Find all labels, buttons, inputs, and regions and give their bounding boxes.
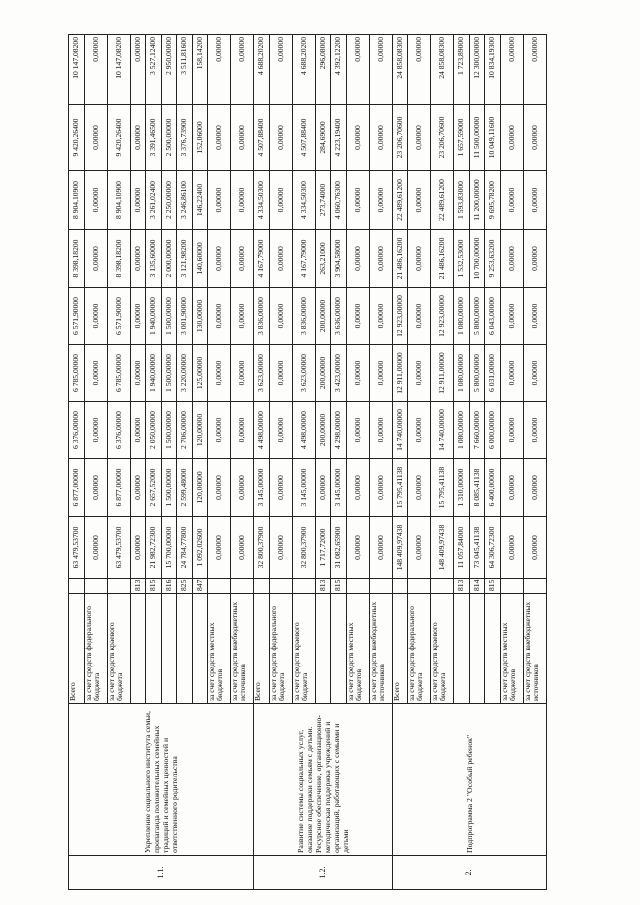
amount-cell: 0,00000 <box>500 517 523 579</box>
amount-cell: 0,00000 <box>523 105 546 171</box>
funding-source <box>177 594 193 704</box>
amount-cell: 12 300,00000 <box>469 35 485 105</box>
amount-cell: 1 717,72000 <box>315 517 331 579</box>
amount-cell: 0,00000 <box>231 230 254 288</box>
amount-cell: 0,00000 <box>231 105 254 171</box>
amount-cell: 15 795,41138 <box>392 459 408 517</box>
amount-cell: 6 000,00000 <box>485 402 501 459</box>
funding-source <box>146 594 162 704</box>
amount-cell: 0,00000 <box>84 459 107 517</box>
budget-code <box>369 579 392 594</box>
amount-cell: 4 223,19400 <box>331 105 347 171</box>
amount-cell: 2 050,00000 <box>146 402 162 459</box>
section-title: Подпрограмма 2 "Особый ребенок" <box>392 704 546 856</box>
budget-code <box>107 579 130 594</box>
amount-cell: 7 660,00000 <box>469 402 485 459</box>
amount-cell: 3 121,98200 <box>177 230 193 288</box>
amount-cell: 6 031,00000 <box>485 345 501 402</box>
amount-cell: 0,00000 <box>269 171 292 230</box>
amount-cell: 0,00000 <box>208 35 231 105</box>
amount-cell: 0,00000 <box>231 517 254 579</box>
amount-cell: 9 695,78200 <box>485 171 501 230</box>
amount-cell: 146,22400 <box>192 171 208 230</box>
amount-cell: 0,00000 <box>346 35 369 105</box>
amount-cell: 3 145,00000 <box>292 459 315 517</box>
funding-source <box>485 594 501 704</box>
amount-cell: 0,00000 <box>369 35 392 105</box>
amount-cell: 0,00000 <box>523 345 546 402</box>
amount-cell: 148 409,97438 <box>431 517 454 579</box>
amount-cell: 21 982,72300 <box>146 517 162 579</box>
amount-cell: 32 800,37900 <box>254 517 270 579</box>
amount-cell: 0,00000 <box>523 230 546 288</box>
amount-cell: 2 706,00000 <box>177 402 193 459</box>
table-row <box>69 35 85 890</box>
amount-cell: 200,00000 <box>315 402 331 459</box>
budget-code: 815 <box>331 579 347 594</box>
section-index: 1.1. <box>69 856 254 890</box>
amount-cell: 0,00000 <box>408 105 431 171</box>
amount-cell: 0,00000 <box>500 105 523 171</box>
amount-cell: 0,00000 <box>500 402 523 459</box>
funding-source: за счет средств краевого бюджета <box>292 594 315 704</box>
amount-cell: 10 147,08200 <box>107 35 130 105</box>
amount-cell: 14 740,00000 <box>392 402 408 459</box>
section-title: Развитие системы социальных услуг, оказание поддержки семьям с детьми. Ресурсное обеспечение, организационно-методическая поддержка учреждений и организаций, работающих с семьями и детьми <box>254 704 393 856</box>
budget-code: 813 <box>315 579 331 594</box>
amount-cell: 263,21000 <box>315 230 331 288</box>
amount-cell: 0,00000 <box>231 459 254 517</box>
amount-cell: 1 723,89000 <box>454 35 470 105</box>
amount-cell: 0,00000 <box>523 35 546 105</box>
funding-source: за счет средств внебюджетных источников <box>231 594 254 704</box>
amount-cell: 4 392,12200 <box>331 35 347 105</box>
amount-cell: 8 398,18200 <box>107 230 130 288</box>
funding-source <box>130 594 146 704</box>
amount-cell: 2 950,00000 <box>161 35 177 105</box>
amount-cell: 64 306,72300 <box>485 517 501 579</box>
amount-cell: 140,60000 <box>192 230 208 288</box>
amount-cell: 0,00000 <box>208 517 231 579</box>
amount-cell: 3 261,02400 <box>146 171 162 230</box>
amount-cell: 1 940,00000 <box>146 345 162 402</box>
amount-cell: 24 858,08300 <box>392 35 408 105</box>
amount-cell: 1 080,00000 <box>454 345 470 402</box>
budget-code <box>231 579 254 594</box>
amount-cell: 6 400,00000 <box>485 459 501 517</box>
amount-cell: 22 489,61200 <box>392 171 408 230</box>
amount-cell: 4 507,88400 <box>254 105 270 171</box>
amount-cell: 0,00000 <box>523 459 546 517</box>
amount-cell: 73 045,41138 <box>469 517 485 579</box>
amount-cell: 23 206,70600 <box>392 105 408 171</box>
budget-code: 815 <box>485 579 501 594</box>
amount-cell: 9 420,26400 <box>69 105 85 171</box>
amount-cell: 3 511,81600 <box>177 35 193 105</box>
amount-cell: 0,00000 <box>84 402 107 459</box>
amount-cell: 6 043,00000 <box>485 288 501 345</box>
amount-cell: 22 489,61200 <box>431 171 454 230</box>
amount-cell: 0,00000 <box>408 288 431 345</box>
amount-cell: 3 527,12400 <box>146 35 162 105</box>
budget-code <box>269 579 292 594</box>
funding-source: за счет средств внебюджетных источников <box>523 594 546 704</box>
amount-cell: 0,00000 <box>523 288 546 345</box>
amount-cell: 4 507,88400 <box>292 105 315 171</box>
funding-source: Всего <box>254 594 270 704</box>
amount-cell: 4 167,79000 <box>292 230 315 288</box>
amount-cell: 6 785,00000 <box>69 345 85 402</box>
amount-cell: 0,00000 <box>208 105 231 171</box>
amount-cell: 0,00000 <box>84 35 107 105</box>
amount-cell: 8 904,10900 <box>107 171 130 230</box>
amount-cell: 148 409,97438 <box>392 517 408 579</box>
amount-cell: 0,00000 <box>208 459 231 517</box>
budget-code: 825 <box>177 579 193 594</box>
amount-cell: 3 623,00000 <box>254 345 270 402</box>
amount-cell: 6 785,00000 <box>107 345 130 402</box>
amount-cell: 31 082,65900 <box>331 517 347 579</box>
funding-source: за счет средств федерального бюджета <box>84 594 107 704</box>
funding-source <box>192 594 208 704</box>
amount-cell: 4 334,50300 <box>292 171 315 230</box>
table-row <box>254 35 270 890</box>
amount-cell: 0,00000 <box>130 288 146 345</box>
amount-cell: 12 923,00000 <box>392 288 408 345</box>
amount-cell: 3 376,73900 <box>177 105 193 171</box>
funding-source: Всего <box>392 594 408 704</box>
amount-cell: 0,00000 <box>408 402 431 459</box>
amount-cell: 1 092,02600 <box>192 517 208 579</box>
amount-cell: 0,00000 <box>408 459 431 517</box>
amount-cell: 1 532,53000 <box>454 230 470 288</box>
amount-cell: 1 657,59000 <box>454 105 470 171</box>
amount-cell: 11 200,00000 <box>469 171 485 230</box>
amount-cell: 10 147,08200 <box>69 35 85 105</box>
amount-cell: 4 334,50300 <box>254 171 270 230</box>
amount-cell: 3 145,00000 <box>254 459 270 517</box>
budget-code: 814 <box>469 579 485 594</box>
budget-code <box>346 579 369 594</box>
amount-cell: 4 167,79000 <box>254 230 270 288</box>
amount-cell: 11 500,00000 <box>469 105 485 171</box>
table-row <box>392 35 408 890</box>
amount-cell: 0,00000 <box>346 230 369 288</box>
amount-cell: 10 700,00000 <box>469 230 485 288</box>
amount-cell: 0,00000 <box>231 35 254 105</box>
table-body <box>69 35 547 890</box>
amount-cell: 12 923,00000 <box>431 288 454 345</box>
amount-cell: 0,00000 <box>500 230 523 288</box>
amount-cell: 0,00000 <box>369 171 392 230</box>
amount-cell: 1 080,00000 <box>454 288 470 345</box>
amount-cell: 0,00000 <box>408 345 431 402</box>
amount-cell: 0,00000 <box>84 345 107 402</box>
amount-cell: 4 498,00000 <box>292 402 315 459</box>
amount-cell: 273,74000 <box>315 171 331 230</box>
amount-cell: 4 298,00000 <box>331 402 347 459</box>
amount-cell: 4 060,76300 <box>331 171 347 230</box>
amount-cell: 12 911,00000 <box>392 345 408 402</box>
amount-cell: 0,00000 <box>130 459 146 517</box>
amount-cell: 32 800,37900 <box>292 517 315 579</box>
funding-source <box>469 594 485 704</box>
amount-cell: 0,00000 <box>130 105 146 171</box>
amount-cell: 0,00000 <box>84 105 107 171</box>
amount-cell: 0,00000 <box>500 288 523 345</box>
budget-code <box>69 579 85 594</box>
funding-source: Всего <box>69 594 85 704</box>
amount-cell: 63 479,53700 <box>107 517 130 579</box>
budget-code <box>392 579 408 594</box>
amount-cell: 0,00000 <box>408 230 431 288</box>
budget-code <box>500 579 523 594</box>
amount-cell: 6 376,00000 <box>69 402 85 459</box>
amount-cell: 24 784,77800 <box>177 517 193 579</box>
amount-cell: 0,00000 <box>84 230 107 288</box>
amount-cell: 10 834,19300 <box>485 35 501 105</box>
amount-cell: 0,00000 <box>208 171 231 230</box>
budget-code <box>84 579 107 594</box>
amount-cell: 11 057,84000 <box>454 517 470 579</box>
amount-cell: 0,00000 <box>346 171 369 230</box>
amount-cell: 0,00000 <box>500 459 523 517</box>
amount-cell: 0,00000 <box>346 105 369 171</box>
amount-cell: 200,00000 <box>315 345 331 402</box>
amount-cell: 158,14200 <box>192 35 208 105</box>
amount-cell: 0,00000 <box>231 402 254 459</box>
amount-cell: 0,00000 <box>408 517 431 579</box>
budget-code <box>292 579 315 594</box>
amount-cell: 10 049,11600 <box>485 105 501 171</box>
amount-cell: 0,00000 <box>231 288 254 345</box>
amount-cell: 0,00000 <box>208 288 231 345</box>
amount-cell: 21 486,16200 <box>431 230 454 288</box>
amount-cell: 1 500,00000 <box>161 288 177 345</box>
amount-cell: 0,00000 <box>369 459 392 517</box>
amount-cell: 0,00000 <box>231 345 254 402</box>
funding-source <box>454 594 470 704</box>
amount-cell: 1 940,00000 <box>146 288 162 345</box>
amount-cell: 6 571,90000 <box>69 288 85 345</box>
section-index: 1.2. <box>254 856 393 890</box>
amount-cell: 2 657,52000 <box>146 459 162 517</box>
amount-cell: 1 500,00000 <box>161 459 177 517</box>
amount-cell: 0,00000 <box>346 288 369 345</box>
amount-cell: 0,00000 <box>231 171 254 230</box>
amount-cell: 0,00000 <box>346 345 369 402</box>
section-title: Укрепление социального института семьи, пропаганда положительных семейных традиций и семейных ценностей и ответственного родительства <box>69 704 254 856</box>
amount-cell: 0,00000 <box>130 345 146 402</box>
amount-cell: 130,00000 <box>192 288 208 345</box>
amount-cell: 1 500,00000 <box>161 402 177 459</box>
budget-code: 813 <box>454 579 470 594</box>
amount-cell: 3 423,00000 <box>331 345 347 402</box>
section-index: 2. <box>392 856 546 890</box>
amount-cell: 4 498,00000 <box>254 402 270 459</box>
amount-cell: 0,00000 <box>130 35 146 105</box>
amount-cell: 120,00000 <box>192 402 208 459</box>
amount-cell: 0,00000 <box>84 288 107 345</box>
amount-cell: 0,00000 <box>523 171 546 230</box>
budget-code <box>254 579 270 594</box>
amount-cell: 3 145,00000 <box>331 459 347 517</box>
amount-cell: 3 135,60000 <box>146 230 162 288</box>
amount-cell: 3 636,00000 <box>331 288 347 345</box>
budget-code: 813 <box>130 579 146 594</box>
amount-cell: 0,00000 <box>208 402 231 459</box>
amount-cell: 2 599,48000 <box>177 459 193 517</box>
amount-cell: 0,00000 <box>500 345 523 402</box>
budget-code: 815 <box>146 579 162 594</box>
amount-cell: 5 800,00000 <box>469 345 485 402</box>
funding-source: за счет средств местных бюджетов <box>346 594 369 704</box>
budget-code <box>408 579 431 594</box>
amount-cell: 0,00000 <box>500 35 523 105</box>
amount-cell: 2 000,00000 <box>161 230 177 288</box>
amount-cell: 0,00000 <box>408 35 431 105</box>
amount-cell: 120,00000 <box>192 459 208 517</box>
amount-cell: 8 904,10900 <box>69 171 85 230</box>
budget-code <box>523 579 546 594</box>
amount-cell: 0,00000 <box>269 402 292 459</box>
amount-cell: 6 571,90000 <box>107 288 130 345</box>
rotated-table-container <box>68 35 540 890</box>
amount-cell: 0,00000 <box>523 402 546 459</box>
amount-cell: 0,00000 <box>269 345 292 402</box>
amount-cell: 3 623,00000 <box>292 345 315 402</box>
funding-source: за счет средств местных бюджетов <box>500 594 523 704</box>
amount-cell: 0,00000 <box>84 517 107 579</box>
amount-cell: 0,00000 <box>130 517 146 579</box>
amount-cell: 1 310,00000 <box>454 459 470 517</box>
amount-cell: 1 080,00000 <box>454 402 470 459</box>
amount-cell: 0,00000 <box>269 288 292 345</box>
amount-cell: 0,00000 <box>208 230 231 288</box>
amount-cell: 3 220,00000 <box>177 345 193 402</box>
amount-cell: 3 391,46500 <box>146 105 162 171</box>
amount-cell: 0,00000 <box>523 517 546 579</box>
amount-cell: 284,69000 <box>315 105 331 171</box>
amount-cell: 0,00000 <box>269 459 292 517</box>
budget-code: 816 <box>161 579 177 594</box>
amount-cell: 1 500,00000 <box>161 345 177 402</box>
funding-source: за счет средств федерального бюджета <box>408 594 431 704</box>
amount-cell: 3 246,86100 <box>177 171 193 230</box>
amount-cell: 5 800,00000 <box>469 288 485 345</box>
amount-cell: 2 500,00000 <box>161 105 177 171</box>
amount-cell: 3 836,00000 <box>292 288 315 345</box>
funding-source: за счет средств местных бюджетов <box>208 594 231 704</box>
amount-cell: 15 795,41138 <box>431 459 454 517</box>
amount-cell: 0,00000 <box>346 459 369 517</box>
amount-cell: 0,00000 <box>269 35 292 105</box>
amount-cell: 3 001,90000 <box>177 288 193 345</box>
funding-source: за счет средств краевого бюджета <box>107 594 130 704</box>
amount-cell: 8 398,18200 <box>69 230 85 288</box>
amount-cell: 0,00000 <box>269 105 292 171</box>
amount-cell: 2 250,00000 <box>161 171 177 230</box>
amount-cell: 0,00000 <box>315 459 331 517</box>
amount-cell: 152,06000 <box>192 105 208 171</box>
amount-cell: 0,00000 <box>84 171 107 230</box>
budget-code <box>431 579 454 594</box>
amount-cell: 23 206,70600 <box>431 105 454 171</box>
amount-cell: 1 593,83000 <box>454 171 470 230</box>
amount-cell: 296,08000 <box>315 35 331 105</box>
amount-cell: 21 486,16200 <box>392 230 408 288</box>
amount-cell: 6 877,00000 <box>107 459 130 517</box>
amount-cell: 0,00000 <box>346 517 369 579</box>
amount-cell: 12 911,00000 <box>431 345 454 402</box>
amount-cell: 3 904,58000 <box>331 230 347 288</box>
budget-code: 847 <box>192 579 208 594</box>
funding-source: за счет средств краевого бюджета <box>431 594 454 704</box>
amount-cell: 0,00000 <box>369 517 392 579</box>
amount-cell: 0,00000 <box>130 402 146 459</box>
amount-cell: 6 376,00000 <box>107 402 130 459</box>
amount-cell: 4 688,20200 <box>254 35 270 105</box>
amount-cell: 0,00000 <box>346 402 369 459</box>
amount-cell: 0,00000 <box>369 105 392 171</box>
amount-cell: 0,00000 <box>408 171 431 230</box>
funding-source <box>315 594 331 704</box>
amount-cell: 8 085,41138 <box>469 459 485 517</box>
budget-table <box>68 34 547 890</box>
budget-code <box>208 579 231 594</box>
amount-cell: 0,00000 <box>269 230 292 288</box>
funding-source: за счет средств внебюджетных источников <box>369 594 392 704</box>
amount-cell: 0,00000 <box>500 171 523 230</box>
amount-cell: 4 688,20200 <box>292 35 315 105</box>
amount-cell: 0,00000 <box>369 230 392 288</box>
amount-cell: 15 700,00000 <box>161 517 177 579</box>
amount-cell: 0,00000 <box>208 345 231 402</box>
amount-cell: 125,00000 <box>192 345 208 402</box>
amount-cell: 63 479,53700 <box>69 517 85 579</box>
funding-source: за счет средств федерального бюджета <box>269 594 292 704</box>
amount-cell: 9 253,63200 <box>485 230 501 288</box>
amount-cell: 24 858,08300 <box>431 35 454 105</box>
amount-cell: 0,00000 <box>369 288 392 345</box>
amount-cell: 6 877,00000 <box>69 459 85 517</box>
amount-cell: 0,00000 <box>130 230 146 288</box>
amount-cell: 0,00000 <box>269 517 292 579</box>
amount-cell: 3 836,00000 <box>254 288 270 345</box>
funding-source <box>161 594 177 704</box>
amount-cell: 0,00000 <box>369 345 392 402</box>
amount-cell: 14 740,00000 <box>431 402 454 459</box>
funding-source <box>331 594 347 704</box>
amount-cell: 9 420,26400 <box>107 105 130 171</box>
amount-cell: 200,00000 <box>315 288 331 345</box>
amount-cell: 0,00000 <box>369 402 392 459</box>
amount-cell: 0,00000 <box>130 171 146 230</box>
